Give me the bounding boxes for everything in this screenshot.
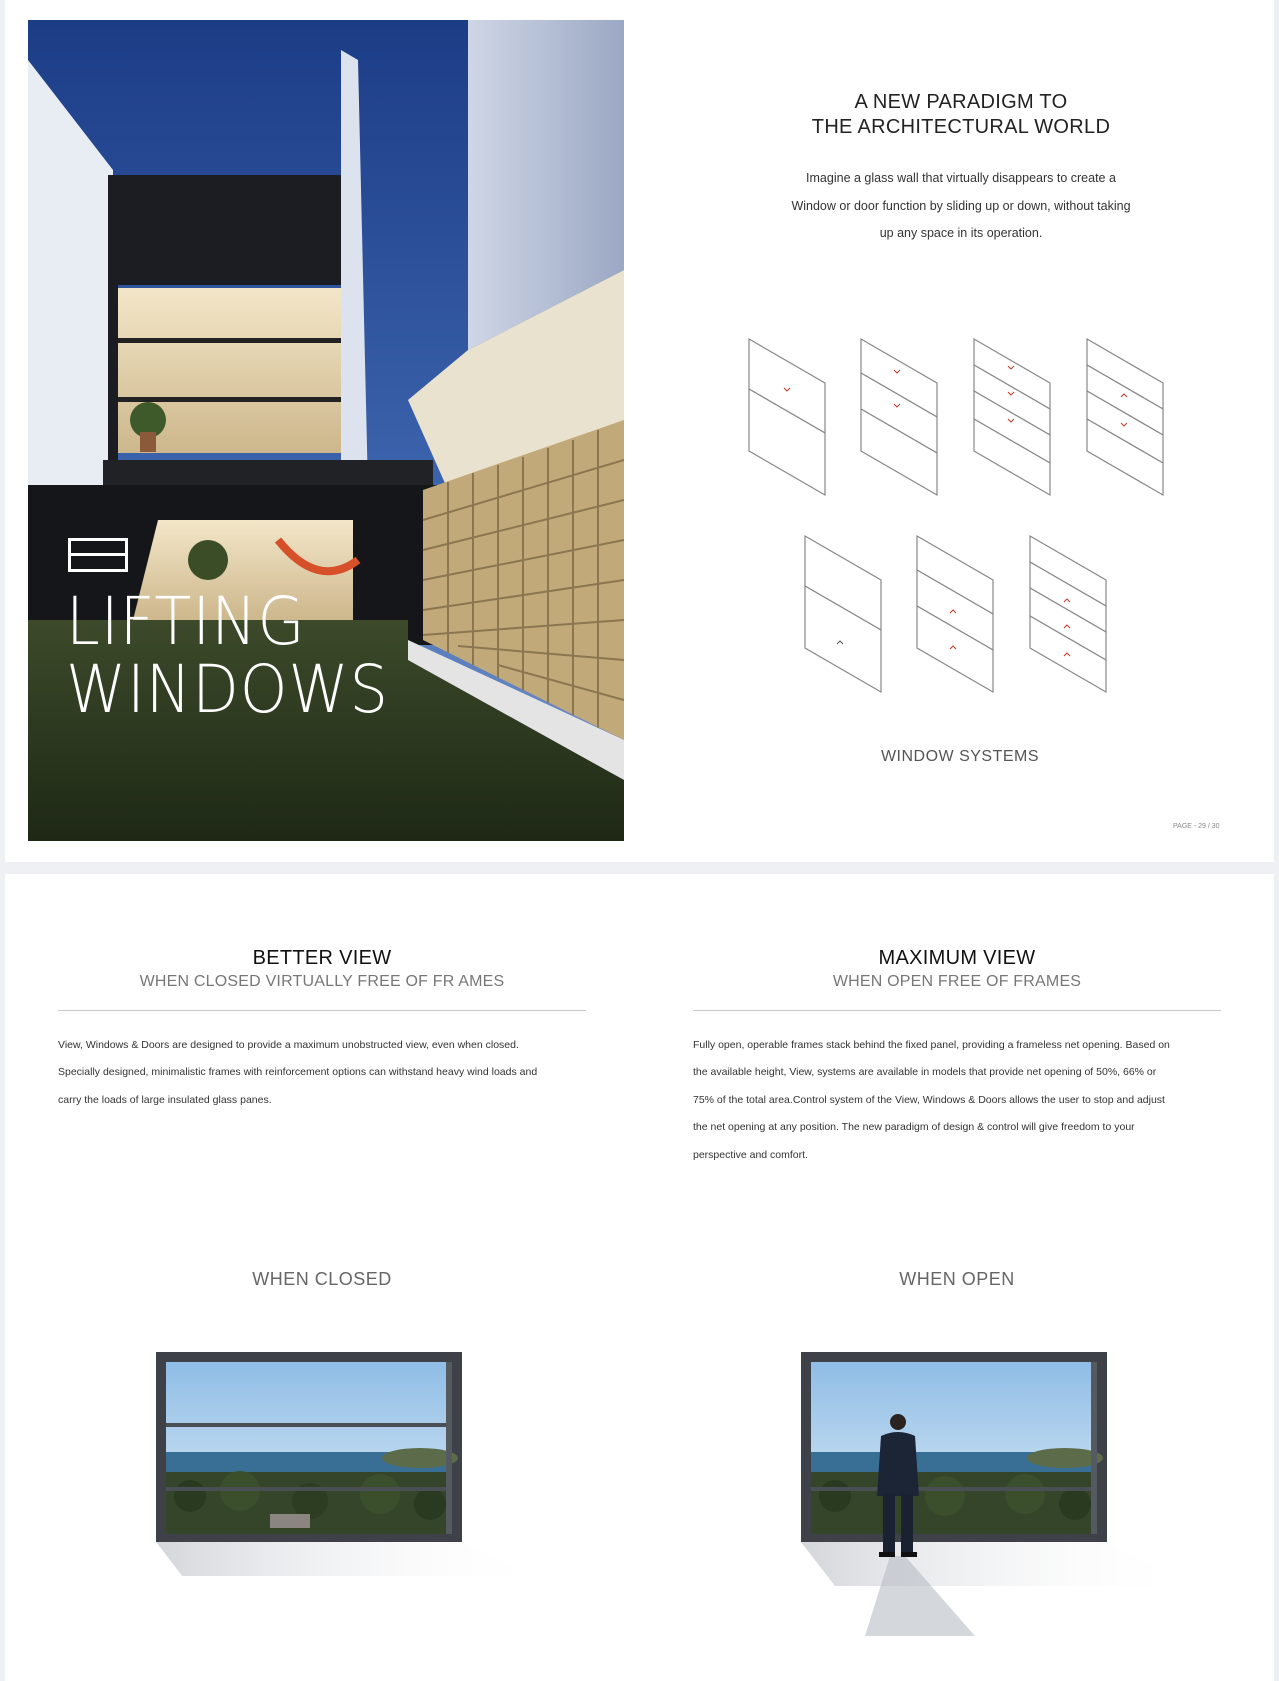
window-system-diagram-2 <box>857 335 947 500</box>
better-view-divider <box>58 1010 586 1011</box>
better-view-title: BETTER VIEW <box>252 947 392 969</box>
window-systems-caption: WINDOW SYSTEMS <box>880 748 1040 765</box>
brochure-page-bottom <box>5 874 1274 1681</box>
maximum-view-body-line5: perspective and comfort. <box>693 1148 808 1161</box>
maximum-view-body <box>693 1032 1233 1169</box>
open-window-image <box>795 1346 1215 1646</box>
hero-photo <box>28 20 624 841</box>
closed-window-image <box>150 1346 550 1576</box>
maximum-view-body-line4: the net opening at any position. The new paradigm of design & control will give freedom to your <box>693 1121 1135 1134</box>
intro-body-line3: up any space in its operation. <box>879 226 1043 240</box>
better-view-heading <box>58 945 586 993</box>
hero-title-line1: LIFTING <box>66 583 306 660</box>
hero-title <box>66 583 389 728</box>
window-system-diagram-5 <box>801 532 891 697</box>
intro-body <box>741 165 1181 248</box>
maximum-view-title: MAXIMUM VIEW <box>878 947 1036 969</box>
maximum-view-body-line2: the available height, View, systems are available in models that provide net opening of 50%, 66% or <box>693 1066 1157 1079</box>
intro-title-line2: THE ARCHITECTURAL WORLD <box>811 116 1111 138</box>
window-system-diagram-1 <box>745 335 835 500</box>
better-view-body-line3: carry the loads of large insulated glass panes. <box>58 1093 272 1106</box>
page-number: PAGE - 29 / 30 <box>1173 823 1220 830</box>
window-system-diagram-3 <box>970 335 1060 500</box>
maximum-view-divider <box>693 1010 1221 1011</box>
maximum-view-body-line3: 75% of the total area.Control system of the View, Windows & Doors allows the user to stop and adjust <box>693 1093 1165 1106</box>
better-view-subtitle: WHEN CLOSED VIRTUALLY FREE OF FR AMES <box>139 973 505 990</box>
maximum-view-subtitle: WHEN OPEN FREE OF FRAMES <box>832 973 1082 990</box>
brand-logo-icon <box>68 538 128 572</box>
intro-title-line1: A NEW PARADIGM TO <box>854 91 1068 113</box>
window-system-diagram-4 <box>1083 335 1173 500</box>
better-view-body <box>58 1032 598 1114</box>
intro-title <box>741 90 1181 140</box>
hero-title-line2: WINDOWS <box>66 651 389 728</box>
window-system-diagram-6 <box>913 532 1003 697</box>
maximum-view-heading <box>693 945 1221 993</box>
window-system-diagram-7 <box>1026 532 1116 697</box>
maximum-view-body-line1: Fully open, operable frames stack behind the fixed panel, providing a frameless net opening. Based on <box>693 1039 1170 1051</box>
when-open-label: WHEN OPEN <box>899 1269 1015 1289</box>
intro-body-line2: Window or door function by sliding up or down, without taking <box>791 198 1131 213</box>
intro-body-line1: Imagine a glass wall that virtually disappears to create a <box>806 171 1116 185</box>
better-view-body-line1: View, Windows & Doors are designed to provide a maximum unobstructed view, even when closed. <box>58 1039 519 1051</box>
when-closed-label: WHEN CLOSED <box>252 1269 392 1289</box>
brochure-page-top <box>5 0 1274 862</box>
better-view-body-line2: Specially designed, minimalistic frames with reinforcement options can withstand heavy wind loads and <box>58 1066 538 1079</box>
